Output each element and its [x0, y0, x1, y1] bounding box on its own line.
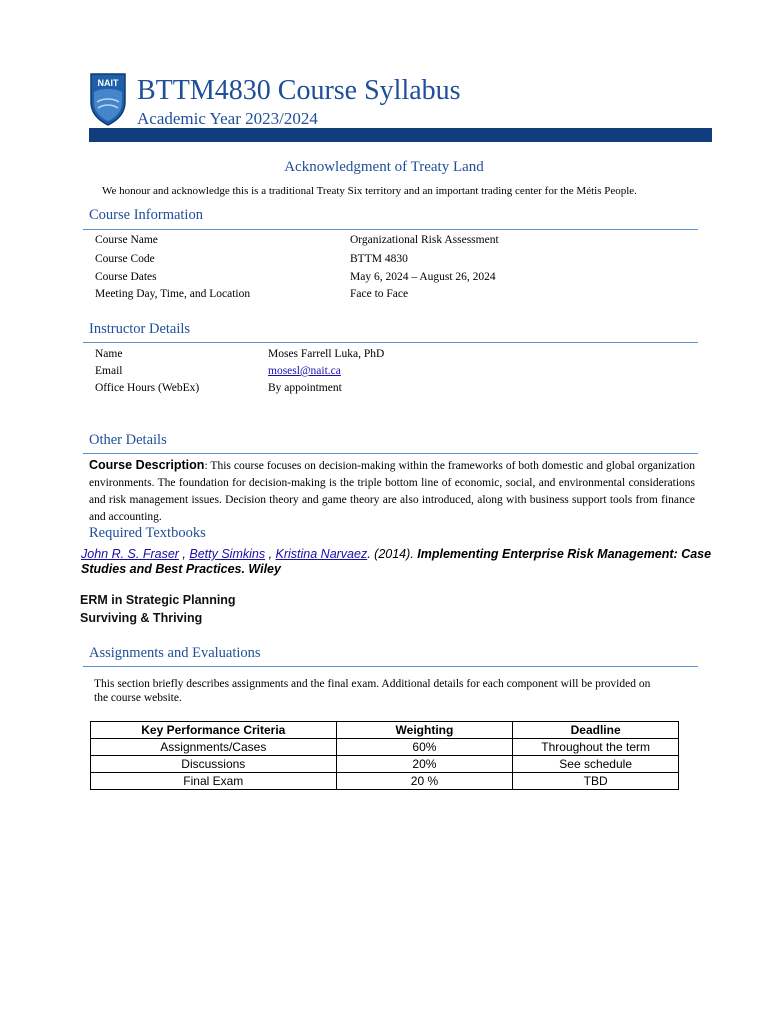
assignments-heading: Assignments and Evaluations [89, 645, 261, 661]
instructor-heading: Instructor Details [89, 321, 191, 337]
office-hours-label: Office Hours (WebEx) [95, 382, 200, 394]
section-divider [83, 666, 698, 667]
table-header-row [91, 722, 679, 739]
section-divider [83, 342, 698, 343]
acknowledgment-heading: Acknowledgment of Treaty Land [284, 159, 484, 175]
acknowledgment-text: We honour and acknowledge this is a traditional Treaty Six territory and an important trading center for the Métis People. [102, 185, 637, 197]
author-link[interactable]: Betty Simkins [189, 547, 266, 561]
textbook-extra-1: ERM in Strategic Planning [80, 593, 236, 607]
table-header: Key Performance Criteria [91, 722, 337, 739]
table-cell: 60% [336, 739, 513, 756]
table-row [91, 756, 679, 773]
instructor-email-label: Email [95, 365, 123, 377]
office-hours-value: By appointment [268, 382, 342, 394]
course-code-value: BTTM 4830 [350, 253, 408, 265]
table-cell: TBD [513, 773, 679, 790]
course-dates-label: Course Dates [95, 271, 157, 283]
table-cell: Throughout the term [513, 739, 679, 756]
citation-separator: , [265, 547, 276, 561]
meeting-value: Face to Face [350, 288, 409, 300]
course-name-value: Organizational Risk Assessment [350, 234, 499, 246]
course-code-label: Course Code [95, 253, 155, 265]
course-dates-value: May 6, 2024 – August 26, 2024 [350, 271, 496, 283]
course-name-label: Course Name [95, 234, 158, 246]
course-description-label: Course Description [89, 458, 205, 472]
textbooks-heading: Required Textbooks [89, 525, 206, 541]
table-row [91, 739, 679, 756]
table-cell: Discussions [91, 756, 337, 773]
instructor-name-value: Moses Farrell Luka, PhD [268, 348, 385, 360]
citation-year: . (2014). [367, 547, 418, 561]
course-description [89, 457, 695, 526]
logo-text: NAIT [97, 78, 119, 88]
table-row [91, 773, 679, 790]
instructor-email-link[interactable]: mosesl@nait.ca [268, 365, 341, 377]
page-subtitle: Academic Year 2023/2024 [137, 109, 318, 128]
section-divider [83, 229, 698, 230]
section-divider [83, 453, 698, 454]
table-cell: Final Exam [91, 773, 337, 790]
other-details-heading: Other Details [89, 432, 167, 448]
table-header: Weighting [336, 722, 513, 739]
meeting-label: Meeting Day, Time, and Location [95, 288, 251, 300]
textbook-extra-2: Surviving & Thriving [80, 611, 203, 625]
author-link[interactable]: John R. S. Fraser [81, 547, 179, 561]
course-info-heading: Course Information [89, 207, 203, 223]
table-header: Deadline [513, 722, 679, 739]
table-cell: See schedule [513, 756, 679, 773]
table-cell: 20 % [336, 773, 513, 790]
header-bar [89, 128, 712, 142]
textbook-citation [81, 547, 731, 577]
evaluation-table [90, 721, 679, 790]
table-cell: Assignments/Cases [91, 739, 337, 756]
table-cell: 20% [336, 756, 513, 773]
author-link[interactable]: Kristina Narvaez [275, 547, 368, 561]
book-title: Implementing Enterprise Risk Management: Case Studies and Best Practices. Wiley [81, 547, 712, 576]
course-description-text: : This course focuses on decision-making within the frameworks of both domestic and global organization environments. The foundation for decision-making is the triple bottom line of economic, social, and environmental considerations and risk management issues. Decision theory and game theory are also introduced, along with business support tools from finance and accounting. [89, 460, 696, 523]
assignments-intro: This section briefly describes assignments and the final exam. Additional details for each component will be provided on the course website. [94, 678, 651, 704]
page-title: BTTM4830 Course Syllabus [137, 75, 461, 106]
instructor-name-label: Name [95, 348, 123, 360]
nait-logo [89, 72, 127, 126]
citation-separator: , [178, 547, 190, 561]
